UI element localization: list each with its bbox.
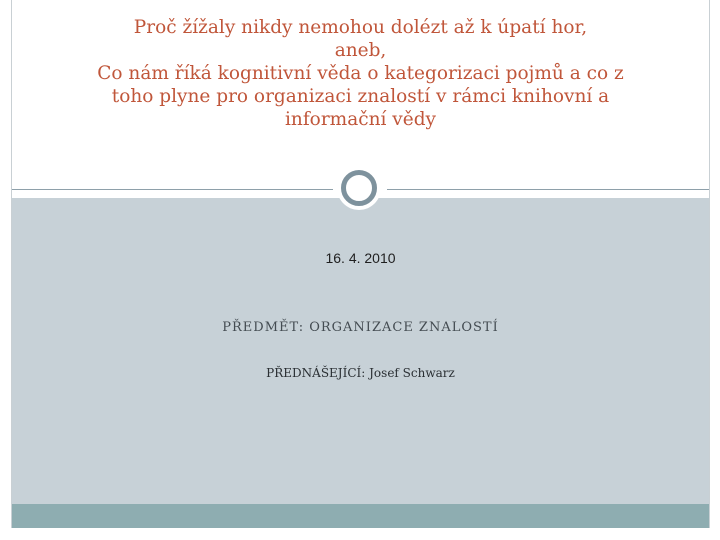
lower-panel — [12, 198, 709, 504]
title-line-5: informační vědy — [285, 109, 436, 130]
slide-title — [12, 16, 709, 131]
title-line-2: aneb, — [334, 40, 387, 61]
divider-line-right — [387, 189, 709, 190]
bottom-bar — [12, 504, 709, 528]
title-line-1: Proč žížaly nikdy nemohou dolézt až k úpatí hor, — [133, 17, 588, 38]
title-line-4: toho plyne pro organizaci znalostí v rámci knihovní a — [111, 86, 610, 107]
subject-line: PŘEDMĚT: ORGANIZACE ZNALOSTÍ — [222, 320, 499, 335]
presentation-date: 16. 4. 2010 — [325, 250, 396, 266]
lecturer-line: PŘEDNÁŠEJÍCÍ: Josef Schwarz — [266, 366, 455, 380]
divider-circle-icon — [341, 170, 377, 206]
slide — [11, 0, 710, 528]
title-line-3: Co nám říká kognitivní věda o kategorizaci pojmů a co z — [97, 63, 624, 84]
divider-line-left — [12, 189, 333, 190]
